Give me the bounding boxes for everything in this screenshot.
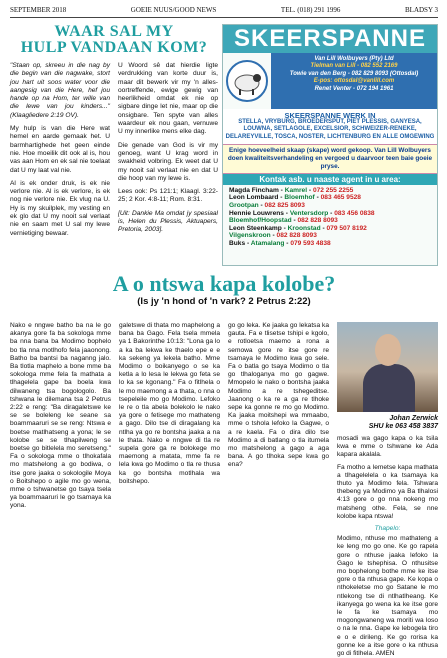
paragraph: Lees ook: Ps 121:1; Klaagl. 3:22-25; 2 Kor. 4:8-11; Rom. 8:31. <box>118 188 218 204</box>
header-date: SEPTEMBER 2018 <box>10 6 67 14</box>
bottom-article-body <box>10 322 438 658</box>
bottom-article-title: A o ntswa kapa kolobe? <box>112 271 336 296</box>
top-article-column-2 <box>118 62 218 234</box>
agent-row: Hennie Louwrens - Ventersdorp - 083 456 0838 <box>229 209 375 217</box>
top-article-title-line2: HULP VANDAAN KOM? <box>20 39 208 56</box>
header-publication: GOEIE NUUS/GOOD NEWS <box>130 6 217 14</box>
advert-contact-heading: Kontak asb. u naaste agent in u area: <box>223 174 437 185</box>
contact-line: Towie van den Berg - 082 829 8093 (Ottosdal) <box>289 70 419 77</box>
skeerspanne-advert <box>222 24 438 266</box>
top-article <box>10 23 218 237</box>
paragraph: Die genade van God is vir my genoeg, want U krag word in swakheid volbring. Ek weet dat U my nooit sal verlaat nie en dat U die hoop van my lewe is. <box>118 141 218 182</box>
paragraph: "Staan op, skreeu in die nag by die begin van die nagwake, stort jou hart uit soos water voor die aangesig van die Here, hef jou hande op na Hom, ter wille van die lewe van jou kinders..." (Klaagliedere 2:19 OV). <box>10 62 110 119</box>
advert-notice: Enige hoeveelheid skaap (skape) word gekoop. Van Lill Wolbuyers doen kwaliteitsverhandeling en vergoed u daarvoor teen baie goeie pryse. <box>223 144 437 174</box>
agent-row: Leon Steenkamp - Kroonstad - 079 507 8192 <box>229 224 367 232</box>
advert-logo-row <box>223 53 437 109</box>
photo-caption <box>337 415 438 431</box>
bottom-column-3 <box>228 322 329 634</box>
services-title: SKEERSPANNE WERK IN <box>284 111 376 120</box>
agent-list <box>223 185 437 250</box>
bottom-column-2 <box>119 322 220 634</box>
paragraph: Modimo, nthuse mo mathateng a ke leng mo go one. Ke go rapela gore o nthuse jaaka lefoko la Gago le tshephisa. O nthusitse mo bophelong bothe mme ke itse gore o tla nthusa gape. Ke kopa o nthokeletse mo go Satane le mo ntlekong tse di ntlhatlheang. Ke ikanyega go wena ka ke itse gore le fa ke tsamaya mo mogongwaneng wa moriti wa loso o na le nna. Gape ke lebogela tiro e o e dirileng. Ke go rorisa ka gonne ke a itse gore o ka nthusa go di fitlhela. AMEN <box>337 535 438 658</box>
advert-contacts <box>271 53 437 109</box>
caption-contact: SHU ke 063 458 3837 <box>368 423 438 430</box>
top-article-body <box>10 62 218 237</box>
paragraph: Nako e nngwe batho ba na le go akanya gore fa ba sokologa mme ba nna bana ba Modimo bophelo bo tla nna motlhofo fela jaaonong. Batho ba bantsi ba naganng jalo. Ba tlotla maphelo a bone mme ba sokologa mme fela fa mathata a tlhagelela gape ba boela kwa dilwaneng tsa bogologolo. Ba tshwana le dilemana tsa 2 Petrus 2:22 e reng: "Ba diragaletswe ke se se boleleng ke seane sa boammaaruri se se reng: Ntswa e boetse matlhatseng a yona; le se kolobe se se tlhapilweng se boetse go bitlelela mo seretseng." Fa o sokologa mme o tlhokafala mo matshelong a go bodiwa, o itse gore jaaka o sokologile Moya o Boitshepo o agile mo go wena, mme o tshwanetse go tsaya tsela ya boammaaruri le go tsamaya ka yona. <box>10 322 111 510</box>
author-photo <box>337 322 438 412</box>
agent-row: Magda Fincham - Kamrel - 072 255 2255 <box>229 186 354 194</box>
advert-title: SKEERSPANNE <box>223 25 437 53</box>
top-article-column-1 <box>10 62 110 237</box>
agent-row: Buks - Atamalang - 079 593 4838 <box>229 239 331 247</box>
paragraph: mosadi wa gago kapa o ka tsila kwa e mme o tshwane ke Ada kapara akalala. <box>337 435 438 459</box>
header-phone: TEL. (018) 291 1996 <box>280 6 341 14</box>
agent-row: Vilgenskroon - 082 828 8093 <box>229 232 317 240</box>
paragraph: U Woord sê dat hierdie ligte verdrukking van korte duur is, maar dit bewerk vir my 'n alles-oortreffende, ewige gewig van heerlikheid omdat ek nie op sigbare dinge let nie, maar op die onsigbare. Ten spyte van alles waardeur ek nou gaan, vernuwe U my innerlike mens elke dag. <box>118 62 218 136</box>
paragraph: Al is ek onder druk, is ek nie verlore nie. Al is ek verlore, is ek nog nie verlore nie. Ek vlug na U. Hy is my skuilplek, my vesting en ek glo dat U my nooit sal verlaat nie en saam met U sal my lewe vernietiging bewaar. <box>10 179 110 237</box>
header-page-number: BLADSY 3 <box>405 6 438 14</box>
top-article-title-line1: WAAR SAL MY <box>54 23 174 40</box>
agent-row: Grootpan - 082 825 8093 <box>229 202 305 209</box>
advert-services <box>223 109 437 144</box>
caption-name: Johan Zerwick <box>389 415 438 422</box>
bottom-article-heading <box>10 272 438 320</box>
bottom-column-4 <box>337 322 438 658</box>
agent-row: Bloemhof/Hoopstad - 082 828 8093 <box>229 217 338 225</box>
paragraph: go go leka. Ke jaaka go lekatsa ka gauta. Fa e tlisetse tshipi e kgolo, e rotloetsa maemo a rona a semowa gore re itse gore re tsamaya le Modimo kwa go sele. Fa o batla go tsaya Modimo o tla go tlhaloganya mo go gagwe. Mmopelo le nako o bontsha jaaka Modimo a re tshegeditse. Jaanong o ka re a ga re tlhoke sepe ka gonne re mo go Modimo. Ka jaaka moitshepi wa mmaabo, mme o tshola lefoko la Gagwe, o a re kaela. Fa o dira dilo tse Modimo a di batlang o tla itumela mo matshelong a gago a aga bana. A go tlhoka sepe kwa go ena? <box>228 322 329 469</box>
paragraph: Fa motho a lemetse kapa mathata a tlhagelelela o ka tsamaya ka thuto ya Modimo fela. Tshwara thebeng ya Modimo ya Ba tlhalosi 4:13 gore o go nna nokeng mo matsheng othe. Fela, se nne kolobe kapa ntswa! <box>337 463 438 520</box>
source-note: [Uit: Dankie Ma omdat jy spesiaal is, Helen du Plessis, Aktuapers, Pretoria, 2003]. <box>118 209 218 234</box>
page-header <box>10 6 438 18</box>
paragraph: galetswe di thata mo maphelong a bana ba Gago. Fela tsela mmela ya 1 Bakorinthe 10:13: "Lona ga lo a ka ba lekwa ke thaelo epe e e ka sekeng ya lekela batho. Mme Modimo o boikanyego o se ka ketla a lo lesa le lekwa go feta se lo ka se kgonang." Fa o fitlhela o le mo maemong a a thata, o nna o tsepeleile mo go Modimo. Lefoko le re o tla abela bolekolo le nako ya gore o fetisege mo mathateng a gago. Dilo tse di diragalang ka ntlha ya go re bontsha jaaka a na le thata. Nako e nngwe di tla re supela gore ga re bolokege mo maemong a matata, mme fa re lela kwa go Modimo o tla re thusa ka go bontsha motlhala wa boitshepo. <box>119 322 220 485</box>
bottom-column-1 <box>10 322 111 634</box>
contact-line: Van Lill Wolbuyers (Pty) Ltd <box>314 56 394 62</box>
prayer-heading: Thapelo: <box>374 525 401 533</box>
agent-row: Leon Lombaard - Bloemhof - 083 465 9528 <box>229 194 361 202</box>
paragraph: My hulp is van die Here wat hemel en aarde gemaak het. U barmhartighede het geen einde nie. Hoe moeilik dit ook al is, hou vas aan Hom en ek sal nie toelaat dat U my laat val nie. <box>10 125 110 174</box>
bottom-article-subtitle: (Is jy 'n hond of 'n vark? 2 Petrus 2:22) <box>137 296 311 307</box>
sheep-logo-icon <box>223 53 271 109</box>
top-article-title <box>10 24 218 56</box>
contact-line: E-pos: ottosdal@vanlill.com <box>313 78 395 85</box>
contact-line: Tielman van Lill - 082 552 2169 <box>310 63 398 70</box>
services-areas: STELLA, VRYBURG, BROEDERSPUT, PIET PLESSIS, GANYESA, LOUWNA, SETLAGOLE, EXCELSIOR, SCHWEIZER-RENEKE, DELAREYVILLE, TOSCA, NOSTER, LICHTENBURG EN ALLE OMGEWING <box>225 119 435 140</box>
contact-line: Renet Venter - 072 194 1961 <box>314 85 394 92</box>
